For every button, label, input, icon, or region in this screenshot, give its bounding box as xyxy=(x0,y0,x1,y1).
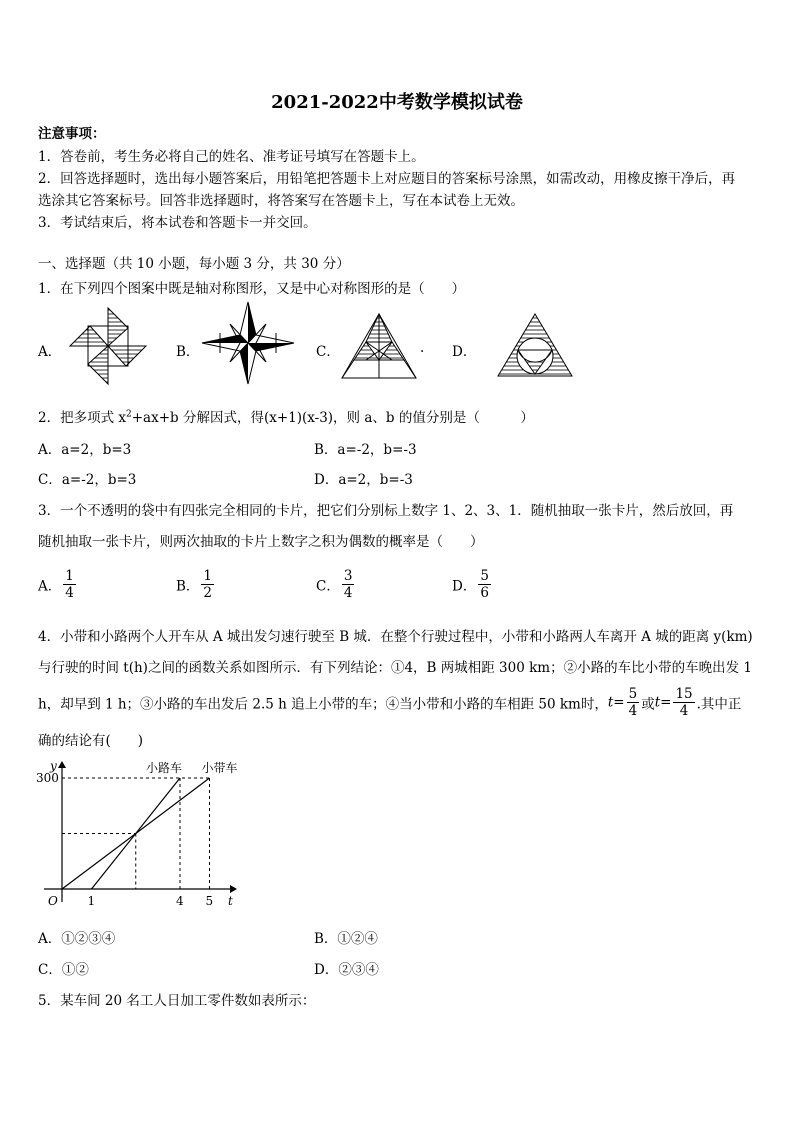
notice-item-2b: 选涂其它答案标号。回答非选择题时，将答案写在答题卡上，写在本试卷上无效。 xyxy=(38,193,524,209)
y-tick-label-300: 300 xyxy=(36,771,59,785)
series-label-2: 小路车 xyxy=(146,761,183,775)
q3-stem-line-2: 随机抽取一张卡片，则两次抽取的卡片上数字之积为偶数的概率是（ ） xyxy=(38,534,484,550)
q3-option-b: B． $\frac{1}{2}$ xyxy=(176,568,213,601)
notice-item-1: 1．答卷前，考生务必将自己的姓名、准考证号填写在答题卡上。 xyxy=(38,149,425,165)
q3-stem-line-1: 3．一个不透明的袋中有四张完全相同的卡片，把它们分别标上数字 1、2、3、1．随机抽取一张卡片，然后放回，再 xyxy=(38,503,734,519)
q1-dot: . xyxy=(420,340,425,356)
q4-stem-line-4: 确的结论有( ) xyxy=(38,733,144,749)
y-axis-label: y xyxy=(50,759,57,773)
q4-distance-time-chart xyxy=(30,752,260,912)
q3-option-d: D． $\frac{5}{6}$ xyxy=(452,568,489,601)
origin-label: O xyxy=(48,894,58,908)
q4-option-b: B．①②④ xyxy=(314,931,378,947)
q4-option-d: D．②③④ xyxy=(314,962,379,978)
q1-figure-a-pinwheel xyxy=(66,304,150,388)
q1-stem: 1．在下列四个图案中既是轴对称图形，又是中心对称图形的是（ ） xyxy=(38,281,466,297)
series-label-1: 小带车 xyxy=(201,761,238,775)
q2-option-a: A．a=2，b=3 xyxy=(38,442,132,458)
q1-figure-b-compass-star xyxy=(200,300,296,386)
notice-heading: 注意事项： xyxy=(38,126,106,142)
q3-option-c: C． $\frac{3}{4}$ xyxy=(316,568,353,601)
x-tick-label-1: 1 xyxy=(87,894,96,908)
q4-stem-line-2: 与行驶的时间 t(h)之间的函数关系如图所示．有下列结论：①4，B 两城相距 300 km；②小路的车比小带的车晚出发 1 xyxy=(38,660,752,676)
x-tick-label-4: 4 xyxy=(176,894,184,908)
q2-stem: 2．把多项式 $x^2+ax+b$ 分解因式，得(x+1)(x-3)，则 a、b 的值分别是（ ） xyxy=(38,409,534,426)
q4-option-c: C．①② xyxy=(38,962,89,978)
notice-item-2a: 2．回答选择题时，选出每小题答案后，用铅笔把答题卡上对应题目的答案标号涂黑，如需改动，用橡皮擦干净后，再 xyxy=(38,171,736,187)
q1-figure-c-triangle xyxy=(340,312,418,380)
section-heading: 一、选择题（共 10 小题，每小题 3 分，共 30 分） xyxy=(38,256,350,272)
x-axis-label: t xyxy=(228,894,233,908)
q1-figure-d-triangle-circle xyxy=(496,312,574,378)
q1-option-d-label: D． xyxy=(452,344,477,360)
q2-option-c: C．a=-2，b=3 xyxy=(38,472,137,488)
q1-option-a-label: A． xyxy=(38,344,62,360)
x-tick-label-5: 5 xyxy=(205,894,214,908)
q2-option-d: D．a=2，b=-3 xyxy=(314,472,413,488)
x-axis-arrow xyxy=(230,885,237,893)
q1-option-c-label: C． xyxy=(316,344,340,360)
page-title: 2021-2022中考数学模拟试卷 xyxy=(271,92,523,113)
q4-stem-line-3: h，却早到 1 h；③小路的车出发后 2.5 h 追上小带的车；④当小带和小路的车相距 50 km时，t= $\frac{5}{4}$ 或t= $\frac{15}{4}$ .其中正 xyxy=(38,686,742,719)
q5-stem: 5．某车间 20 名工人日加工零件数如表所示： xyxy=(38,993,316,1009)
q1-option-b-label: B． xyxy=(176,344,200,360)
q3-option-a: A． $\frac{1}{4}$ xyxy=(38,568,74,601)
q4-option-a: A．①②③④ xyxy=(38,931,116,947)
q4-stem-line-1: 4．小带和小路两个人开车从 A 城出发匀速行驶至 B 城．在整个行驶过程中，小带和小路两人车离开 A 城的距离 y(km) xyxy=(38,629,753,645)
y-axis-arrow xyxy=(58,761,66,768)
notice-item-3: 3．考试结束后，将本试卷和答题卡一并交回。 xyxy=(38,215,317,231)
q2-option-b: B．a=-2，b=-3 xyxy=(314,442,417,458)
